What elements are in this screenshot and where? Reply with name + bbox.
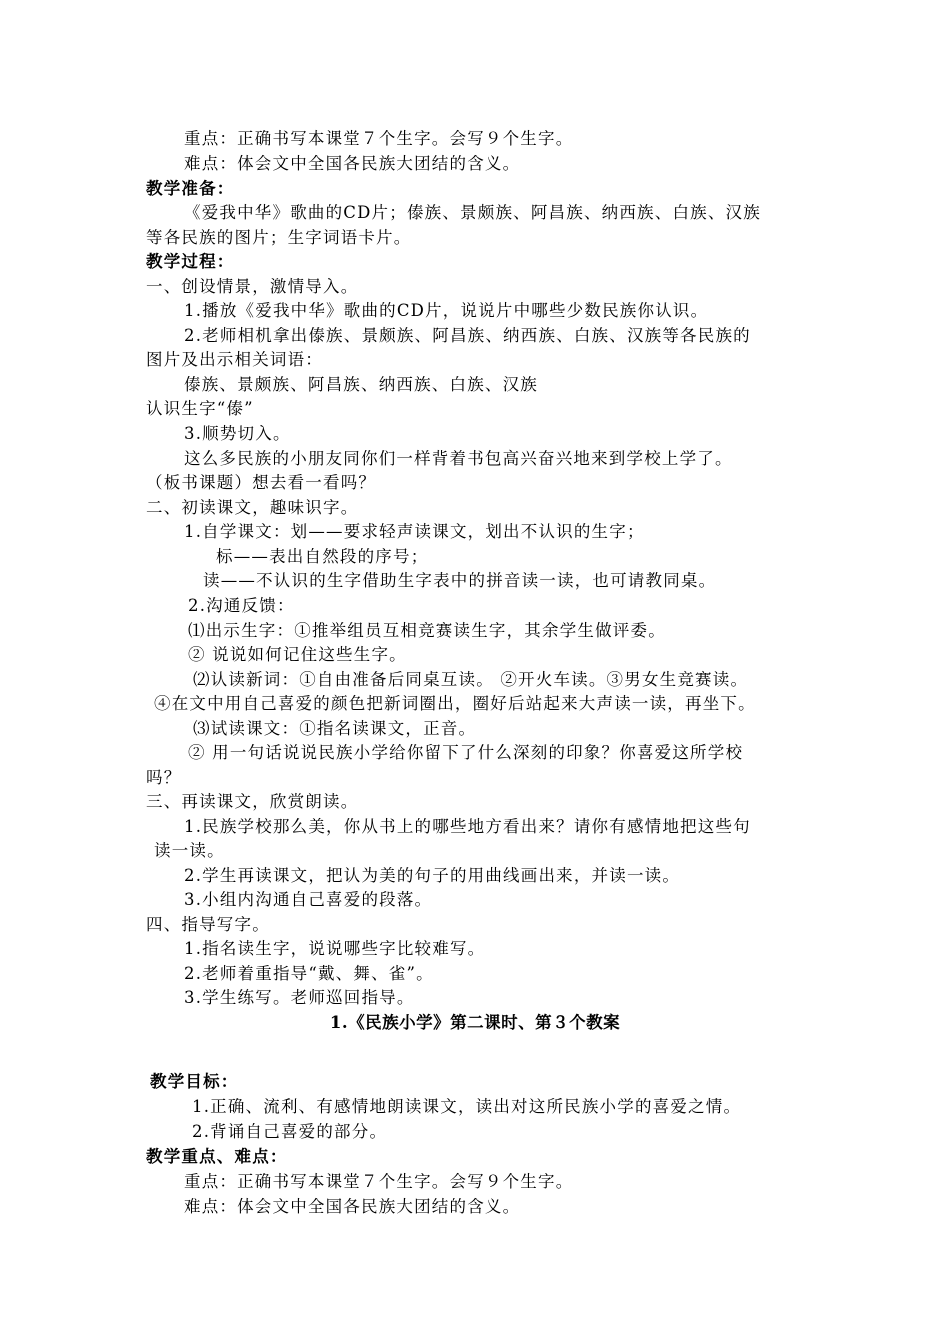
step-item: 读一读。 (154, 841, 225, 860)
key-point-text: 重点：正确书写本课堂７个生字。会写９个生字。 (184, 129, 574, 148)
step-item: 傣族、景颇族、阿昌族、纳西族、白族、汉族 (184, 375, 538, 394)
prep-heading: 教学准备： (146, 179, 235, 198)
step-item: 2.沟通反馈： (188, 596, 295, 615)
difficulty-text: 难点：体会文中全国各民族大团结的含义。 (184, 154, 521, 173)
step-item: 2.老师着重指导“戴、舞、雀”。 (184, 964, 434, 983)
step-item: ④在文中用自己喜爱的颜色把新词圈出，圈好后站起来大声读一读，再坐下。 (154, 694, 756, 713)
key-point-text: 重点：正确书写本课堂７个生字。会写９个生字。 (184, 1172, 574, 1191)
difficulty-text: 难点：体会文中全国各民族大团结的含义。 (184, 1197, 521, 1216)
lesson-title: 1.《民族小学》第二课时、第３个教案 (329, 1013, 621, 1032)
step-item: 图片及出示相关词语： (146, 350, 323, 369)
step-item: 这么多民族的小朋友同你们一样背着书包高兴奋兴地来到学校上学了。 (184, 449, 733, 468)
step-heading: 四、指导写字。 (146, 915, 270, 934)
step-item: 3.顺势切入。 (184, 424, 291, 443)
process-heading: 教学过程： (146, 252, 235, 271)
goal-item: 1.正确、流利、有感情地朗读课文，读出对这所民族小学的喜爱之情。 (192, 1097, 742, 1116)
step-heading: 二、初读课文，趣味识字。 (146, 498, 359, 517)
step-item: 读——不认识的生字借助生字表中的拼音读一读，也可请教同桌。 (203, 571, 717, 590)
step-item: 标——表出自然段的序号； (216, 547, 429, 566)
prep-text-line: 等各民族的图片；生字词语卡片。 (146, 228, 412, 247)
step-item: 认识生字“傣” (146, 399, 254, 418)
step-item: 3.小组内沟通自己喜爱的段落。 (184, 890, 433, 909)
prep-text-line: 《爱我中华》歌曲的CD片；傣族、景颇族、阿昌族、纳西族、白族、汉族 (184, 203, 761, 222)
goals-heading: 教学目标： (150, 1072, 239, 1091)
step-item: 1.自学课文：划——要求轻声读课文，划出不认识的生字； (184, 522, 645, 541)
step-item: （板书课题）想去看一看吗？ (146, 473, 377, 492)
step-item: 1.播放《爱我中华》歌曲的CD片，说说片中哪些少数民族你认识。 (184, 301, 709, 320)
step-item: 2.学生再读课文，把认为美的句子的用曲线画出来，并读一读。 (184, 866, 681, 885)
step-item: ② 用一句话说说民族小学给你留下了什么深刻的印象？你喜爱这所学校 (188, 743, 744, 762)
step-item: 3.学生练写。老师巡回指导。 (184, 988, 415, 1007)
step-item: 2.老师相机拿出傣族、景颇族、阿昌族、纳西族、白族、汉族等各民族的 (184, 326, 751, 345)
step-item: ⑵认读新词：①自由准备后同桌互读。 ②开火车读。③男女生竞赛读。 (193, 670, 749, 689)
step-heading: 一、创设情景，激情导入。 (146, 277, 359, 296)
step-item: ⑴出示生字：①推举组员互相竞赛读生字，其余学生做评委。 (188, 621, 666, 640)
step-item: 1.民族学校那么美，你从书上的哪些地方看出来？请你有感情地把这些句 (184, 817, 751, 836)
goal-item: 2.背诵自己喜爱的部分。 (192, 1122, 388, 1141)
step-heading: 三、再读课文，欣赏朗读。 (146, 792, 359, 811)
step-item: 吗？ (146, 768, 182, 787)
step-item: ⑶试读课文：①指名读课文，正音。 (193, 719, 477, 738)
step-item: ② 说说如何记住这些生字。 (188, 645, 407, 664)
key-difficulty-heading: 教学重点、难点： (146, 1147, 288, 1166)
step-item: 1.指名读生字，说说哪些字比较难写。 (184, 939, 486, 958)
